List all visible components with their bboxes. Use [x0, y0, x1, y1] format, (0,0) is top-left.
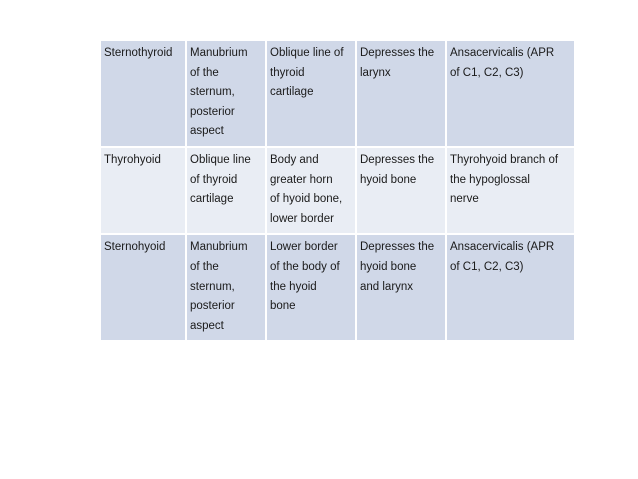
- muscle-name: Sternohyoid: [104, 241, 166, 254]
- origin-text: Oblique line of thyroid cartilage: [190, 153, 251, 206]
- insertion-cell: [266, 234, 356, 341]
- muscle-name: Sternothyroid: [104, 47, 173, 59]
- action-cell: [356, 147, 446, 234]
- table-row: [101, 234, 574, 341]
- innervation-text: Thyrohyoid branch of the hypoglossal nerve: [450, 153, 559, 206]
- action-text: Depresses the hyoid bone and larynx: [360, 241, 435, 293]
- insertion-text: Body and greater horn of hyoid bone, lower border: [270, 153, 343, 225]
- muscle-name-cell: [101, 41, 186, 147]
- action-cell: [356, 234, 446, 341]
- innervation-cell: [446, 147, 574, 234]
- origin-text: Manubrium of the sternum, posterior aspect: [190, 241, 248, 332]
- innervation-text: Ansacervicalis (APR of C1, C2, C3): [450, 47, 555, 79]
- action-cell: [356, 41, 446, 147]
- origin-text: Manubrium of the sternum, posterior aspect: [190, 47, 248, 138]
- action-text: Depresses the larynx: [360, 47, 435, 79]
- muscle-name-cell: [101, 234, 186, 341]
- muscle-name-cell: [101, 147, 186, 234]
- origin-cell: [186, 234, 266, 341]
- insertion-cell: [266, 41, 356, 147]
- innervation-cell: [446, 234, 574, 341]
- table-row: [101, 41, 574, 147]
- muscle-table: [101, 41, 574, 342]
- insertion-cell: [266, 147, 356, 234]
- insertion-text: Lower border of the body of the hyoid bone: [270, 241, 340, 313]
- insertion-text: Oblique line of thyroid cartilage: [270, 47, 344, 99]
- muscle-name: Thyrohyoid: [104, 153, 161, 166]
- origin-cell: [186, 147, 266, 234]
- innervation-text: Ansacervicalis (APR of C1, C2, C3): [450, 241, 555, 273]
- innervation-cell: [446, 41, 574, 147]
- action-text: Depresses the hyoid bone: [360, 153, 435, 186]
- table-row: [101, 147, 574, 234]
- origin-cell: [186, 41, 266, 147]
